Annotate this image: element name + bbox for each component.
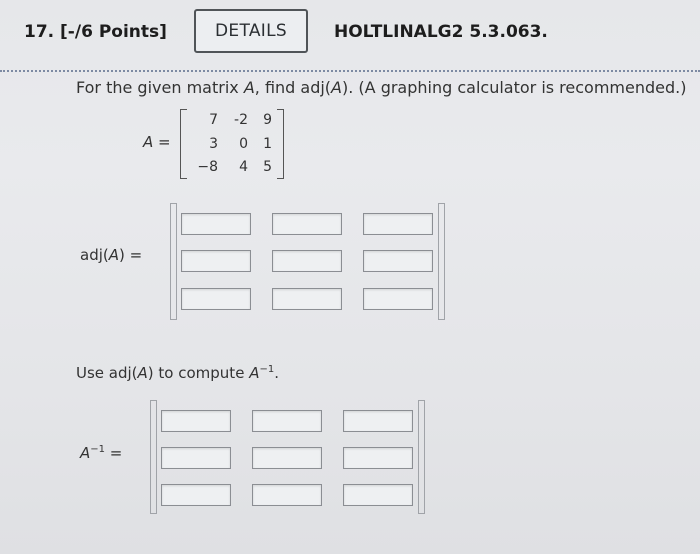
inverse-label-eq: = xyxy=(105,444,123,462)
adj-left-bracket xyxy=(170,203,177,320)
matrix-a-label-eq: = xyxy=(153,133,171,151)
prompt-mid: , find adj( xyxy=(254,78,332,97)
inverse-entry-r3c2[interactable] xyxy=(252,484,322,506)
matrix-a-left-bracket xyxy=(180,109,187,179)
details-button-label: DETAILS xyxy=(215,21,287,41)
prompt-suffix: ). (A graphing calculator is recommended.) xyxy=(342,78,687,97)
matrix-a-cell: -2 xyxy=(234,112,248,128)
matrix-a-label xyxy=(143,133,171,151)
inverse-entry-r2c2[interactable] xyxy=(252,447,322,469)
adj-entry-r3c2[interactable] xyxy=(272,288,342,310)
prompt-variable-2: A xyxy=(331,78,342,97)
adj-entry-r2c3[interactable] xyxy=(363,250,433,272)
adj-entry-r2c2[interactable] xyxy=(272,250,342,272)
matrix-a-cell: 3 xyxy=(209,136,218,152)
details-button[interactable] xyxy=(194,9,308,53)
inverse-entry-r3c3[interactable] xyxy=(343,484,413,506)
adj-entry-r3c3[interactable] xyxy=(363,288,433,310)
adj-entry-r2c1[interactable] xyxy=(181,250,251,272)
adj-entry-r1c2[interactable] xyxy=(272,213,342,235)
inverse-entry-r2c3[interactable] xyxy=(343,447,413,469)
adj-right-bracket xyxy=(438,203,445,320)
adj-label-suffix: ) = xyxy=(119,246,143,264)
matrix-a-cell: −8 xyxy=(197,159,218,175)
inverse-instruction-var-2: A xyxy=(249,364,260,382)
matrix-a-cell: 1 xyxy=(263,136,272,152)
inverse-label xyxy=(80,444,122,462)
matrix-a-cell: 7 xyxy=(209,112,218,128)
prompt-prefix: For the given matrix xyxy=(76,78,244,97)
inverse-left-bracket xyxy=(150,400,157,514)
problem-prompt xyxy=(76,78,686,97)
inverse-entry-r1c1[interactable] xyxy=(161,410,231,432)
inverse-instruction-var: A xyxy=(137,364,148,382)
matrix-a-cell: 4 xyxy=(239,159,248,175)
prompt-variable: A xyxy=(243,78,255,97)
inverse-instruction-exponent: −1 xyxy=(259,364,275,375)
inverse-label-var: A xyxy=(80,444,91,462)
inverse-entry-r2c1[interactable] xyxy=(161,447,231,469)
inverse-label-exponent: −1 xyxy=(90,444,106,455)
matrix-a-cell: 0 xyxy=(239,136,248,152)
inverse-instruction-prefix: Use adj( xyxy=(76,364,138,382)
section-divider xyxy=(0,70,700,72)
inverse-instruction-mid: ) to compute xyxy=(147,364,250,382)
matrix-a-cell: 9 xyxy=(263,112,272,128)
adj-entry-r1c1[interactable] xyxy=(181,213,251,235)
matrix-a-right-bracket xyxy=(277,109,284,179)
adj-label-prefix: adj( xyxy=(80,246,109,264)
adj-entry-r1c3[interactable] xyxy=(363,213,433,235)
inverse-entry-r3c1[interactable] xyxy=(161,484,231,506)
inverse-entry-r1c2[interactable] xyxy=(252,410,322,432)
adj-label-var: A xyxy=(108,246,119,264)
inverse-right-bracket xyxy=(418,400,425,514)
adj-label xyxy=(80,246,142,264)
matrix-a-cell: 5 xyxy=(263,159,272,175)
inverse-instruction xyxy=(76,364,279,382)
matrix-a-label-var: A xyxy=(143,133,154,151)
inverse-entry-r1c3[interactable] xyxy=(343,410,413,432)
adj-entry-r3c1[interactable] xyxy=(181,288,251,310)
question-number-label: 17. [-/6 Points] xyxy=(24,22,167,42)
inverse-instruction-suffix: . xyxy=(274,364,279,382)
problem-code: HOLTLINALG2 5.3.063. xyxy=(334,22,548,42)
